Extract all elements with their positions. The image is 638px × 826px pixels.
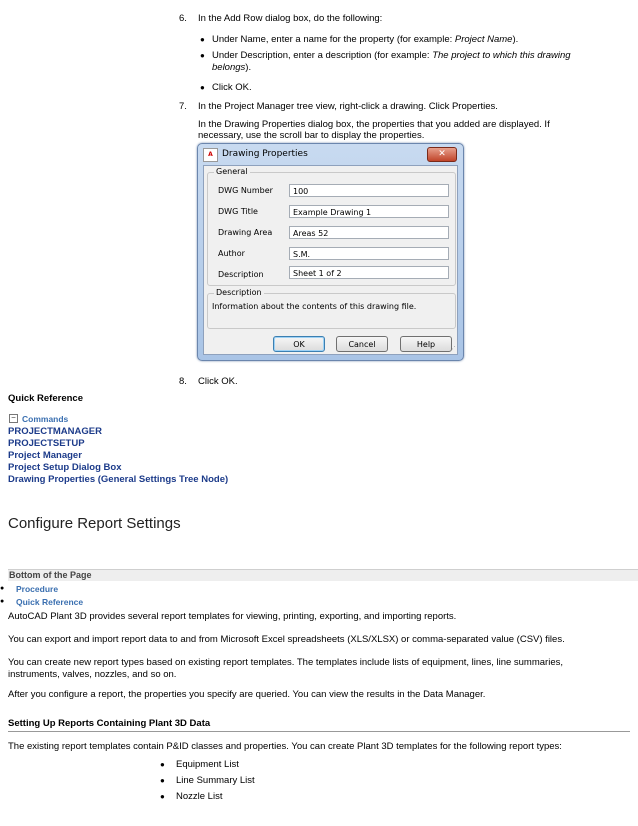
- step-6-bullet-3: Click OK.: [212, 82, 252, 93]
- step-7-para-line-2: necessary, use the scroll bar to display the properties.: [198, 130, 425, 141]
- bullet-dot: ●: [200, 83, 205, 92]
- step-8-text: Click OK.: [198, 376, 238, 387]
- author-field[interactable]: S.M.: [289, 247, 449, 260]
- subheading: Setting Up Reports Containing Plant 3D Data: [8, 718, 211, 729]
- bullet-dot: ●: [200, 35, 205, 44]
- bullet-dot: ●: [200, 51, 205, 60]
- step-6-number: 6.: [179, 13, 187, 24]
- description-groupbox: [207, 288, 456, 329]
- section-title: Configure Report Settings: [8, 515, 181, 532]
- dwg-number-field[interactable]: 100: [289, 184, 449, 197]
- paragraph-3-line-1: You can create new report types based on existing report templates. The templates include lists of equipment, lines, line summaries,: [8, 657, 563, 668]
- bottom-of-page-link[interactable]: Bottom of the Page: [9, 570, 92, 580]
- procedure-link[interactable]: Procedure: [16, 584, 59, 594]
- drawing-area-field[interactable]: Areas 52: [289, 226, 449, 239]
- close-icon[interactable]: ✕: [427, 147, 457, 162]
- step-6-bullet-2-cont: belongs).: [212, 62, 252, 73]
- quick-reference-link[interactable]: Quick Reference: [16, 597, 84, 607]
- dialog-titlebar[interactable]: [198, 144, 463, 164]
- bullet-dot: ●: [160, 760, 165, 769]
- ok-button[interactable]: OK: [273, 336, 325, 352]
- general-groupbox: [207, 167, 456, 286]
- quick-reference-heading: Quick Reference: [8, 393, 83, 404]
- field-label-dwg-number: DWG Number: [218, 186, 273, 195]
- step-7-number: 7.: [179, 101, 187, 112]
- bottom-of-page-bar: [8, 569, 638, 581]
- link-project-setup-dialog[interactable]: Project Setup Dialog Box: [8, 462, 122, 473]
- description-help-text: Information about the contents of this drawing file.: [212, 302, 417, 311]
- help-button[interactable]: Help: [400, 336, 452, 352]
- description-field[interactable]: Sheet 1 of 2: [289, 266, 449, 279]
- command-link-projectsetup[interactable]: PROJECTSETUP: [8, 438, 85, 449]
- command-link-projectmanager[interactable]: PROJECTMANAGER: [8, 426, 102, 437]
- drawing-properties-dialog: [197, 143, 464, 361]
- paragraph-1: AutoCAD Plant 3D provides several report templates for viewing, printing, exporting, and importing reports.: [8, 611, 457, 622]
- bullet-dot: ●: [0, 585, 5, 592]
- step-7-text: In the Project Manager tree view, right-click a drawing. Click Properties.: [198, 101, 498, 112]
- description-legend: Description: [216, 288, 262, 297]
- dialog-client-area: [203, 165, 458, 355]
- step-6-bullet-2: Under Description, enter a description (for example: The project to which this drawing: [212, 50, 571, 61]
- paragraph-4: After you configure a report, the properties you specify are queried. You can view the results in the Data Manager.: [8, 689, 486, 700]
- commands-toggle-link[interactable]: Commands: [22, 414, 69, 424]
- link-drawing-properties[interactable]: Drawing Properties (General Settings Tree Node): [8, 474, 229, 485]
- subheading-divider: [8, 731, 630, 732]
- field-label-author: Author: [218, 249, 245, 258]
- step-6-bullet-1: Under Name, enter a name for the property (for example: Project Name).: [212, 34, 519, 45]
- step-8-number: 8.: [179, 376, 187, 387]
- general-legend: General: [216, 167, 248, 176]
- report-type-item: Nozzle List: [176, 791, 223, 802]
- step-6-text: In the Add Row dialog box, do the following:: [198, 13, 383, 24]
- collapse-minus-icon[interactable]: −: [9, 414, 18, 423]
- step-7-para-line-1: In the Drawing Properties dialog box, the properties that you added are displayed. If: [198, 119, 550, 130]
- bullet-dot: ●: [160, 792, 165, 801]
- field-label-description: Description: [218, 270, 264, 279]
- report-type-item: Line Summary List: [176, 775, 255, 786]
- dialog-title: Drawing Properties: [222, 149, 308, 159]
- autocad-app-icon: A: [203, 148, 218, 162]
- paragraph-2: You can export and import report data to and from Microsoft Excel spreadsheets (XLS/XLSX) or comma-separated value (CSV) files.: [8, 634, 565, 645]
- field-label-dwg-title: DWG Title: [218, 207, 258, 216]
- report-type-item: Equipment List: [176, 759, 239, 770]
- link-project-manager[interactable]: Project Manager: [8, 450, 82, 461]
- paragraph-3-line-2: instruments, valves, nozzles, and so on.: [8, 669, 177, 680]
- field-label-drawing-area: Drawing Area: [218, 228, 273, 237]
- dwg-title-field[interactable]: Example Drawing 1: [289, 205, 449, 218]
- bullet-dot: ●: [0, 598, 5, 605]
- cancel-button[interactable]: Cancel: [336, 336, 388, 352]
- sub-paragraph: The existing report templates contain P&ID classes and properties. You can create Plant 3D templates for the following report types:: [8, 741, 562, 752]
- bullet-dot: ●: [160, 776, 165, 785]
- resize-grip-icon[interactable]: ⋰: [449, 345, 456, 353]
